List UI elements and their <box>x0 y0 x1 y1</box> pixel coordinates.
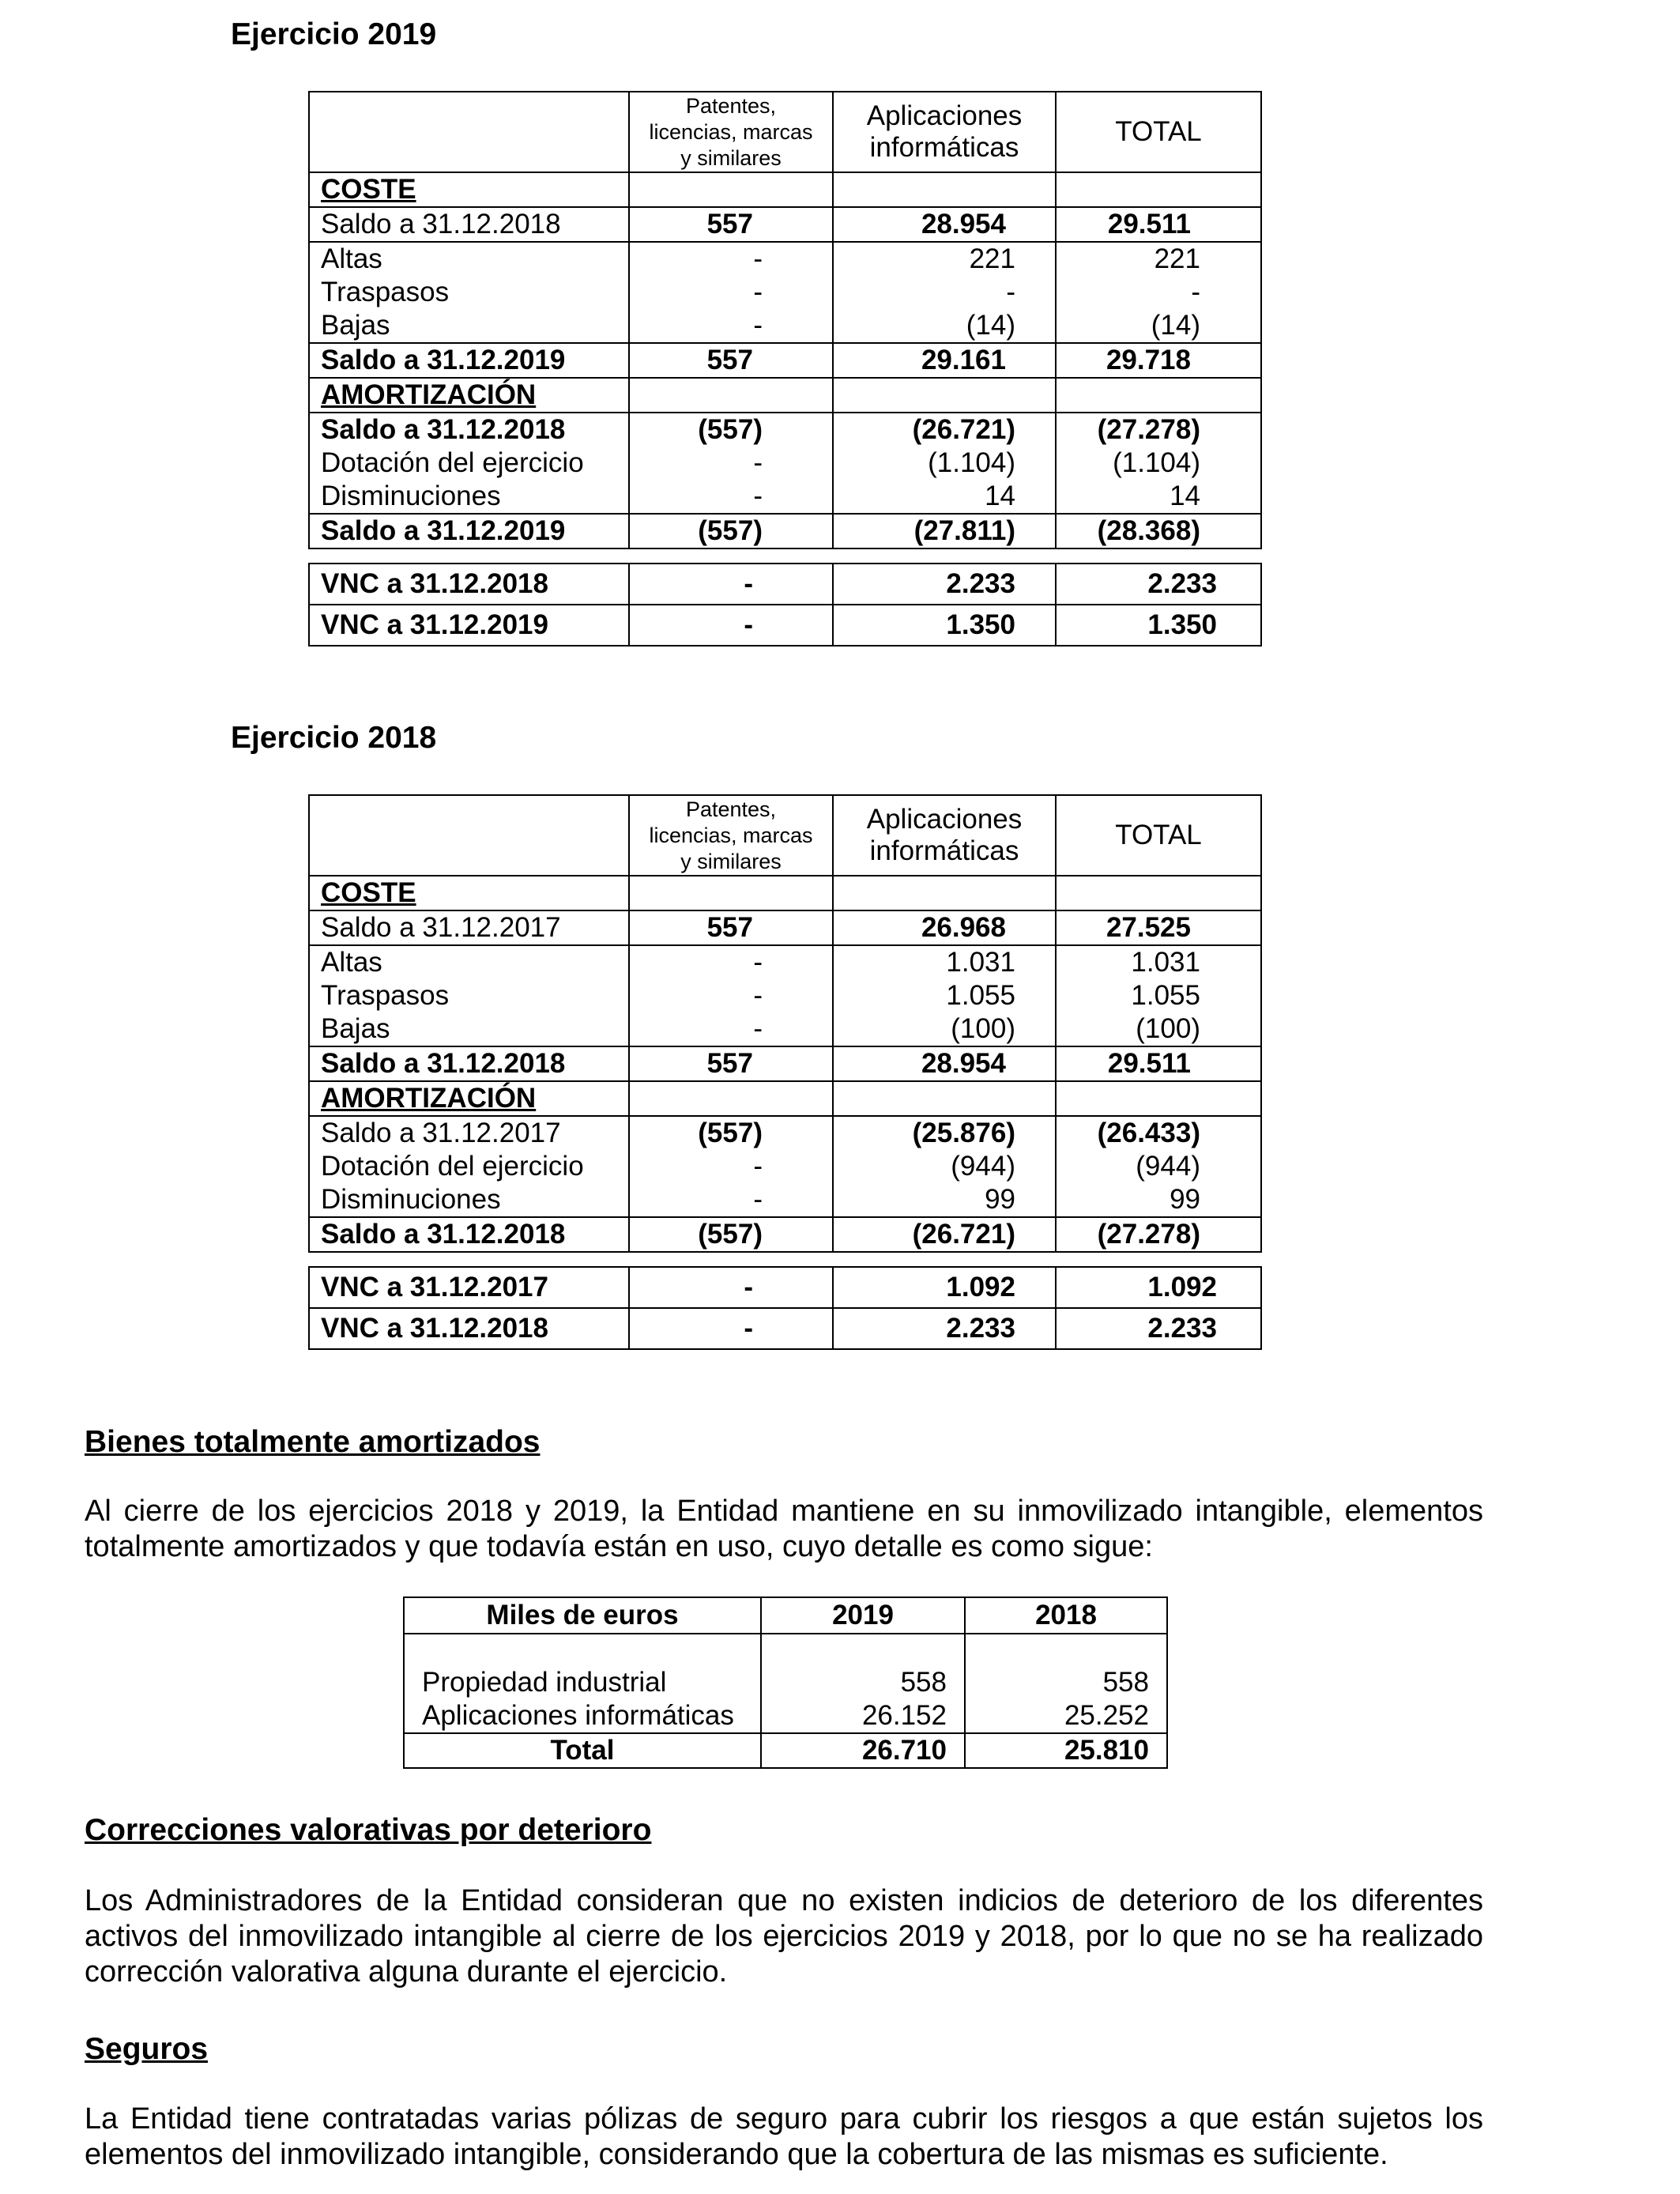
cell-aplicaciones: 1.092 <box>833 1267 1056 1308</box>
row-label: Dotación del ejercicio <box>309 1150 629 1183</box>
cell-aplicaciones: 2.233 <box>833 564 1056 605</box>
table-row <box>309 242 1261 276</box>
cell-aplicaciones: (100) <box>833 1012 1056 1046</box>
cell-aplicaciones: (27.811) <box>833 514 1056 548</box>
header-2019: 2019 <box>761 1597 965 1634</box>
table-row <box>309 514 1261 548</box>
heading-bienes: Bienes totalmente amortizados <box>85 1425 541 1459</box>
header-patentes: Patentes, licencias, marcas y similares <box>629 92 833 172</box>
cell-total: - <box>1056 276 1261 309</box>
heading-seguros: Seguros <box>85 2032 209 2066</box>
cell-patentes: (557) <box>629 1116 833 1150</box>
section-label-coste: COSTE <box>309 172 629 207</box>
cell-2019: 26.710 <box>761 1733 965 1768</box>
cell-patentes: - <box>629 1267 833 1308</box>
cell-total: (100) <box>1056 1012 1261 1046</box>
table-row <box>309 447 1261 480</box>
table-row <box>309 413 1261 447</box>
row-label: Aplicaciones informáticas <box>404 1699 761 1733</box>
cell-total: 14 <box>1056 480 1261 514</box>
cell-total: 99 <box>1056 1183 1261 1217</box>
cell-aplicaciones: (26.721) <box>833 413 1056 447</box>
table-row <box>309 309 1261 343</box>
section-row-coste <box>309 172 1261 207</box>
cell-aplicaciones: (25.876) <box>833 1116 1056 1150</box>
table-row <box>309 343 1261 378</box>
row-label: Saldo a 31.12.2018 <box>309 413 629 447</box>
cell-patentes: - <box>629 979 833 1012</box>
table-row <box>309 1046 1261 1081</box>
cell-total: 1.350 <box>1056 605 1261 646</box>
paragraph-seguros: La Entidad tiene contratadas varias pólizas de seguro para cubrir los riesgos a que están sujetos los elementos del inmovilizado intangible, considerando que la cobertura de las mismas es suficiente. <box>85 2102 1483 2171</box>
cell-total: (14) <box>1056 309 1261 343</box>
row-label: Disminuciones <box>309 480 629 514</box>
cell-total: (26.433) <box>1056 1116 1261 1150</box>
movements-table-2019 <box>308 91 1262 549</box>
cell-patentes: (557) <box>629 1217 833 1252</box>
cell-aplicaciones: - <box>833 276 1056 309</box>
cell-total: 2.233 <box>1056 564 1261 605</box>
row-label: VNC a 31.12.2018 <box>309 1308 629 1349</box>
exercise-2019-title: Ejercicio 2019 <box>231 17 437 51</box>
cell-total: (27.278) <box>1056 1217 1261 1252</box>
cell-total: 1.092 <box>1056 1267 1261 1308</box>
cell-aplicaciones: (1.104) <box>833 447 1056 480</box>
paragraph-bienes: Al cierre de los ejercicios 2018 y 2019, la Entidad mantiene en su inmovilizado intangible, elementos totalmente amortizados y que todavía están en uso, cuyo detalle es como sigue: <box>85 1495 1483 1563</box>
row-label-total: Total <box>404 1733 761 1768</box>
cell-total: 29.718 <box>1056 343 1261 378</box>
header-total: TOTAL <box>1056 795 1261 876</box>
row-label: Bajas <box>309 309 629 343</box>
cell-2018: 558 <box>965 1666 1167 1699</box>
cell-aplicaciones: 99 <box>833 1183 1056 1217</box>
row-label: Saldo a 31.12.2018 <box>309 207 629 242</box>
table-row <box>309 910 1261 945</box>
row-label: Saldo a 31.12.2017 <box>309 910 629 945</box>
table-row <box>309 605 1261 646</box>
cell-aplicaciones: 26.968 <box>833 910 1056 945</box>
cell-2019: 558 <box>761 1666 965 1699</box>
table-row <box>309 1267 1261 1308</box>
cell-aplicaciones: 221 <box>833 242 1056 276</box>
cell-total: 27.525 <box>1056 910 1261 945</box>
row-label: Dotación del ejercicio <box>309 447 629 480</box>
cell-patentes: - <box>629 1012 833 1046</box>
cell-aplicaciones: 1.055 <box>833 979 1056 1012</box>
table-row <box>309 1116 1261 1150</box>
row-label: Bajas <box>309 1012 629 1046</box>
cell-patentes: 557 <box>629 910 833 945</box>
cell-aplicaciones: 28.954 <box>833 207 1056 242</box>
row-label: Saldo a 31.12.2019 <box>309 343 629 378</box>
row-label: Traspasos <box>309 276 629 309</box>
table-row <box>309 1308 1261 1349</box>
cell-2018: 25.252 <box>965 1699 1167 1733</box>
header-empty <box>309 92 629 172</box>
cell-total: 29.511 <box>1056 207 1261 242</box>
section-row-amortizacion <box>309 1081 1261 1116</box>
table-row <box>309 945 1261 979</box>
table-header-row <box>309 92 1261 172</box>
cell-patentes: - <box>629 945 833 979</box>
cell-aplicaciones: 14 <box>833 480 1056 514</box>
header-patentes: Patentes, licencias, marcas y similares <box>629 795 833 876</box>
table-row <box>309 276 1261 309</box>
cell-patentes: 557 <box>629 1046 833 1081</box>
cell-total: 2.233 <box>1056 1308 1261 1349</box>
table-row <box>309 207 1261 242</box>
cell-total: 221 <box>1056 242 1261 276</box>
row-label: VNC a 31.12.2018 <box>309 564 629 605</box>
paragraph-correcciones: Los Administradores de la Entidad consideran que no existen indicios de deterioro de los diferentes activos del inmovilizado intangible al cierre de los ejercicios 2019 y 2018, por lo que no se ha realizado corrección valorativa alguna durante el ejercicio. <box>85 1884 1483 1989</box>
vnc-table-2019 <box>308 563 1262 647</box>
cell-total: 1.031 <box>1056 945 1261 979</box>
table-row <box>309 1217 1261 1252</box>
cell-aplicaciones: 28.954 <box>833 1046 1056 1081</box>
section-label-amortizacion: AMORTIZACIÓN <box>309 378 629 413</box>
cell-patentes: - <box>629 447 833 480</box>
cell-patentes: (557) <box>629 413 833 447</box>
fully-amortized-table <box>403 1596 1168 1769</box>
header-miles-euros: Miles de euros <box>404 1597 761 1634</box>
row-label: Traspasos <box>309 979 629 1012</box>
row-label: Saldo a 31.12.2018 <box>309 1217 629 1252</box>
cell-total: (28.368) <box>1056 514 1261 548</box>
cell-aplicaciones: 2.233 <box>833 1308 1056 1349</box>
table-row <box>309 480 1261 514</box>
cell-patentes: (557) <box>629 514 833 548</box>
table-header-row <box>309 795 1261 876</box>
section-label-coste: COSTE <box>309 876 629 910</box>
row-label: Disminuciones <box>309 1183 629 1217</box>
header-total: TOTAL <box>1056 92 1261 172</box>
table-row <box>309 1150 1261 1183</box>
table-row <box>309 1183 1261 1217</box>
header-2018: 2018 <box>965 1597 1167 1634</box>
row-label: Saldo a 31.12.2017 <box>309 1116 629 1150</box>
row-label: Saldo a 31.12.2019 <box>309 514 629 548</box>
cell-aplicaciones: (944) <box>833 1150 1056 1183</box>
section-row-amortizacion <box>309 378 1261 413</box>
cell-total: (944) <box>1056 1150 1261 1183</box>
cell-patentes: - <box>629 1150 833 1183</box>
table-row <box>309 1012 1261 1046</box>
cell-aplicaciones: 29.161 <box>833 343 1056 378</box>
section-label-amortizacion: AMORTIZACIÓN <box>309 1081 629 1116</box>
row-label: Propiedad industrial <box>404 1666 761 1699</box>
cell-patentes: - <box>629 480 833 514</box>
header-aplicaciones: Aplicaciones informáticas <box>833 92 1056 172</box>
spacer-row <box>404 1634 1167 1666</box>
cell-total: 1.055 <box>1056 979 1261 1012</box>
total-row <box>404 1733 1167 1768</box>
heading-correcciones: Correcciones valorativas por deterioro <box>85 1813 652 1847</box>
row-label: VNC a 31.12.2017 <box>309 1267 629 1308</box>
cell-2019: 26.152 <box>761 1699 965 1733</box>
cell-patentes: - <box>629 1183 833 1217</box>
row-label: Altas <box>309 242 629 276</box>
section-row-coste <box>309 876 1261 910</box>
cell-patentes: - <box>629 564 833 605</box>
table-row <box>309 564 1261 605</box>
cell-patentes: - <box>629 242 833 276</box>
cell-patentes: - <box>629 605 833 646</box>
cell-total: 29.511 <box>1056 1046 1261 1081</box>
row-label: Altas <box>309 945 629 979</box>
cell-2018: 25.810 <box>965 1733 1167 1768</box>
exercise-2018-title: Ejercicio 2018 <box>231 721 437 755</box>
cell-total: (1.104) <box>1056 447 1261 480</box>
cell-total: (27.278) <box>1056 413 1261 447</box>
cell-patentes: - <box>629 276 833 309</box>
cell-aplicaciones: (14) <box>833 309 1056 343</box>
cell-aplicaciones: (26.721) <box>833 1217 1056 1252</box>
cell-patentes: 557 <box>629 207 833 242</box>
row-label: Saldo a 31.12.2018 <box>309 1046 629 1081</box>
cell-aplicaciones: 1.350 <box>833 605 1056 646</box>
table-row <box>404 1699 1167 1733</box>
table-row <box>309 979 1261 1012</box>
cell-patentes: - <box>629 309 833 343</box>
table-row <box>404 1666 1167 1699</box>
row-label: VNC a 31.12.2019 <box>309 605 629 646</box>
movements-table-2018 <box>308 794 1262 1253</box>
table-header-row <box>404 1597 1167 1634</box>
vnc-table-2018 <box>308 1266 1262 1350</box>
header-empty <box>309 795 629 876</box>
cell-patentes: - <box>629 1308 833 1349</box>
header-aplicaciones: Aplicaciones informáticas <box>833 795 1056 876</box>
cell-aplicaciones: 1.031 <box>833 945 1056 979</box>
cell-patentes: 557 <box>629 343 833 378</box>
